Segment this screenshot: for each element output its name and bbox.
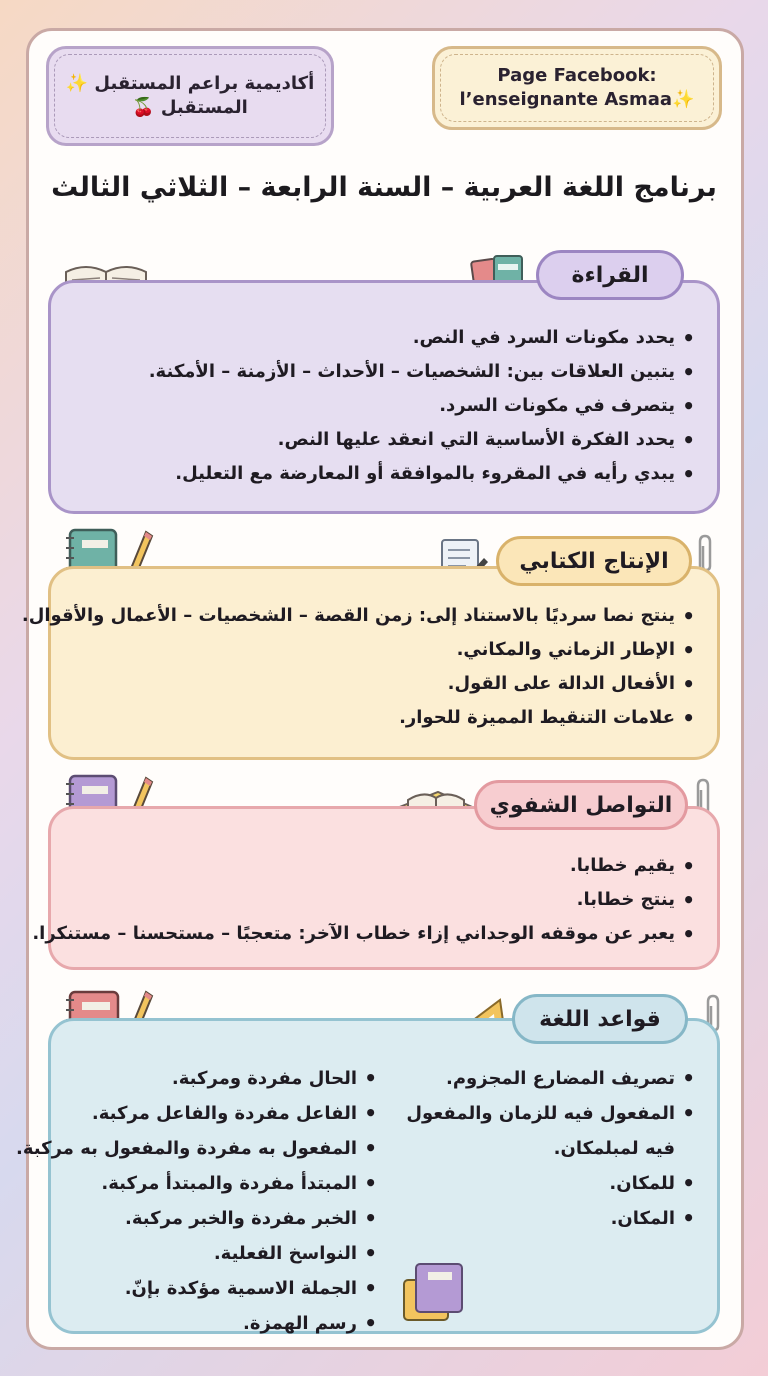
section-title-writing: الإنتاج الكتابي [496, 536, 692, 586]
grammar-card [16, 1018, 720, 1334]
list-item: • الجملة الاسمية مؤكدة بإنّ. [57, 1271, 377, 1306]
list-item: • الخبر مفردة والخبر مركبة. [57, 1201, 377, 1236]
list-item: • المبتدأ مفردة والمبتدأ مركبة. [57, 1166, 377, 1201]
list-item: • المكان. [395, 1201, 695, 1236]
writing-card [21, 566, 720, 760]
section-title-oral: التواصل الشفوي [474, 780, 688, 830]
list-item: • الأفعال الدالة على القول. [51, 667, 695, 701]
list-item: • رسم الهمزة. [57, 1306, 377, 1341]
oral-list [32, 809, 717, 951]
writing-list [21, 569, 717, 735]
oral-card [32, 806, 720, 970]
page-title: برنامج اللغة العربية – السنة الرابعة – الثلاثي الثالث [51, 172, 717, 203]
list-item: • يحدد الفكرة الأساسية التي انعقد عليها النص. [51, 423, 695, 457]
facebook-label: Page Facebook: [497, 64, 657, 86]
list-item: • المفعول به مفردة والمفعول به مركبة. [57, 1131, 377, 1166]
list-item: • تصريف المضارع المجزوم. [395, 1061, 695, 1096]
list-item: • الحال مفردة ومركبة. [57, 1061, 377, 1096]
list-item: • يبدي رأيه في المقروء بالموافقة أو المعارضة مع التعليل. [51, 457, 695, 491]
section-title-grammar: قواعد اللغة [512, 994, 688, 1044]
list-item: • النواسخ الفعلية. [57, 1236, 377, 1271]
facebook-badge [432, 46, 722, 130]
grammar-list-left [16, 1061, 377, 1341]
section-title-reading: القراءة [536, 250, 684, 300]
list-item: • علامات التنقيط المميزة للحوار. [51, 701, 695, 735]
academy-badge [46, 46, 334, 146]
list-item: • يعبر عن موقفه الوجداني إزاء خطاب الآخر: متعجبًا – مستحسنا – مستنكرا. [51, 917, 695, 951]
academy-name: أكاديمية براعم المستقبل ✨ [65, 72, 315, 94]
notebooks-stack-icon [400, 1256, 470, 1326]
list-item: • يحدد مكونات السرد في النص. [51, 321, 695, 355]
list-item: • الإطار الزماني والمكاني. [51, 633, 695, 667]
facebook-teacher: l’enseignante Asmaa✨ [459, 89, 695, 110]
grammar-list-right [395, 1061, 695, 1236]
academy-subname: المستقبل 🍒 [132, 97, 248, 118]
list-item: • ينتج نصا سرديًا بالاستناد إلى: زمن القصة – الشخصيات – الأعمال والأقوال. [51, 599, 695, 633]
list-item: • الفاعل مفردة والفاعل مركبة. [57, 1096, 377, 1131]
list-item: • المفعول فيه للزمان والمفعول فيه لمبلمكان. [395, 1096, 695, 1166]
list-item: • ينتج خطابا. [51, 883, 695, 917]
list-item: • يتصرف في مكونات السرد. [51, 389, 695, 423]
list-item: • يقيم خطابا. [51, 849, 695, 883]
reading-list [51, 283, 717, 491]
list-item: • يتبين العلاقات بين: الشخصيات – الأحداث – الأزمنة – الأمكنة. [51, 355, 695, 389]
reading-card [48, 280, 720, 514]
list-item: • للمكان. [395, 1166, 695, 1201]
